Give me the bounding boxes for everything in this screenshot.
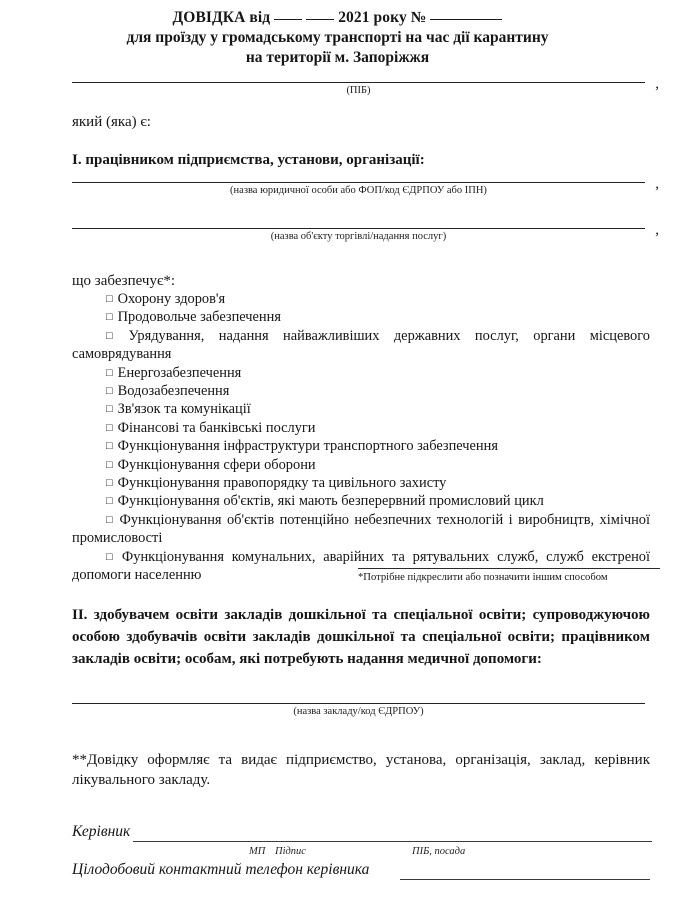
phone-input-line[interactable]: [400, 879, 650, 880]
checklist-item[interactable]: [72, 400, 650, 418]
checklist-item-label: Продовольче забезпечення: [117, 309, 281, 326]
checkbox-icon[interactable]: □: [106, 440, 113, 453]
signature-block: [72, 822, 652, 886]
footnote-text: *Потрібне підкреслити або позначити іншим способом: [358, 572, 608, 583]
legal-entity-trailing-comma: ,: [655, 176, 659, 192]
title-year: 2021 року: [338, 9, 407, 26]
title-line-three: на території м. Запоріжжя: [245, 49, 430, 66]
checkbox-icon[interactable]: □: [106, 477, 113, 490]
title-prefix: ДОВІДКА від: [172, 9, 271, 26]
checklist-item-label: Функціонування комунальних, аварійних та рятувальних служб, служб екстреної допомоги населенню: [72, 548, 650, 584]
checklist-item[interactable]: [72, 327, 650, 364]
checkbox-icon[interactable]: □: [106, 513, 115, 526]
certificate-number-blank[interactable]: [430, 8, 502, 20]
phone-label: Цілодобовий контактний телефон керівника: [72, 861, 370, 878]
trade-object-trailing-comma: ,: [655, 222, 659, 238]
fullname-trailing-comma: ,: [655, 76, 659, 92]
legal-entity-field-row: [72, 176, 659, 198]
checklist-item-label: Функціонування об'єктів, які мають безперервний промисловий цикл: [117, 493, 544, 510]
title-number-sign: №: [410, 9, 427, 26]
checklist-item-label: Зв'язок та комунікації: [117, 401, 251, 418]
legal-entity-caption: (назва юридичної особи або ФОП/код ЄДРПОУ або ІПН): [230, 185, 487, 196]
checkbox-icon[interactable]: □: [106, 458, 113, 471]
checkbox-icon[interactable]: □: [106, 550, 117, 563]
section-one-heading: I. працівником підприємства, установи, організації:: [72, 152, 425, 168]
institution-input-line[interactable]: [72, 703, 645, 704]
checkbox-icon[interactable]: □: [106, 385, 113, 398]
signature-caption: Підпис: [275, 846, 306, 857]
footnote-divider: [358, 568, 660, 569]
checklist-item[interactable]: [72, 364, 650, 382]
institution-rule: [72, 703, 645, 704]
service-category-checklist: [72, 290, 650, 585]
footnote-block: [358, 568, 660, 584]
title-line-two: для проїзду у громадському транспорті на час дії карантину: [126, 29, 549, 46]
checklist-item-label: Фінансові та банківські послуги: [117, 419, 316, 436]
checkbox-icon[interactable]: □: [106, 403, 113, 416]
fullname-rule: [72, 82, 645, 83]
checklist-item-label: Функціонування об'єктів потенційно небезпечних технологій і виробництв, хімічної промисловості: [72, 511, 650, 547]
manager-signature-line[interactable]: [133, 841, 652, 842]
checklist-item-label: Урядування, надання найважливіших державних послуг, органи місцевого самоврядування: [72, 327, 650, 363]
checkbox-icon[interactable]: □: [106, 293, 113, 305]
checklist-item[interactable]: [72, 382, 650, 400]
checklist-item[interactable]: [72, 456, 650, 474]
document-title: [0, 0, 675, 68]
trade-object-field-row: [72, 222, 659, 244]
date-day-blank[interactable]: [274, 8, 302, 20]
checklist-item[interactable]: [72, 511, 650, 548]
manager-phone-row: [72, 862, 652, 886]
checkbox-icon[interactable]: □: [106, 311, 113, 324]
checklist-item[interactable]: [72, 437, 650, 455]
checklist-item-label: Функціонування інфраструктури транспортного забезпечення: [117, 438, 498, 455]
checklist-item[interactable]: [72, 474, 650, 492]
checkbox-icon[interactable]: □: [106, 366, 113, 379]
name-position-caption: ПІБ, посада: [412, 846, 466, 857]
trade-object-rule: [72, 228, 645, 229]
who-is-label: який (яка) є:: [72, 114, 151, 130]
checklist-item[interactable]: [72, 492, 650, 510]
institution-field-row: [72, 703, 645, 719]
issuance-note: **Довідку оформляє та видає підприємство, установа, організація, заклад, керівник лікувального закладу.: [72, 752, 650, 788]
manager-label: Керівник: [72, 823, 131, 840]
checklist-item-label: Водозабезпечення: [117, 383, 230, 400]
checklist-item-label: Енергозабезпечення: [117, 364, 242, 381]
trade-object-caption: (назва об'єкту торгівлі/надання послуг): [270, 231, 447, 242]
date-month-blank[interactable]: [306, 8, 334, 20]
checklist-item-label: Функціонування правопорядку та цивільного захисту: [117, 475, 447, 492]
checklist-item[interactable]: [72, 419, 650, 437]
checkbox-icon[interactable]: □: [106, 421, 113, 434]
section-two-heading: II. здобувачем освіти закладів дошкільної та спеціальної освіти; супроводжуючою особою здобувачів освіти закладів дошкільної та спеціальної освіти; працівником закладів освіти; особам, які потребують надання медичної допомоги:: [72, 607, 650, 667]
checklist-item[interactable]: [72, 290, 650, 308]
checkbox-icon[interactable]: □: [106, 495, 113, 508]
stamp-caption: МП: [249, 846, 266, 857]
checklist-item[interactable]: [72, 308, 650, 326]
checklist-item-label: Охорону здоров'я: [117, 291, 226, 307]
fullname-field-row: [72, 76, 659, 98]
title-line-one: [0, 8, 675, 28]
institution-caption: (назва закладу/код ЄДРПОУ): [293, 706, 424, 717]
checkbox-icon[interactable]: □: [106, 329, 124, 342]
legal-entity-rule: [72, 182, 645, 183]
fullname-caption: (ПІБ): [346, 85, 371, 96]
checklist-item-label: Функціонування сфери оборони: [117, 456, 316, 473]
manager-signature-row: [72, 822, 652, 846]
provides-label: що забезпечує*:: [72, 273, 176, 289]
